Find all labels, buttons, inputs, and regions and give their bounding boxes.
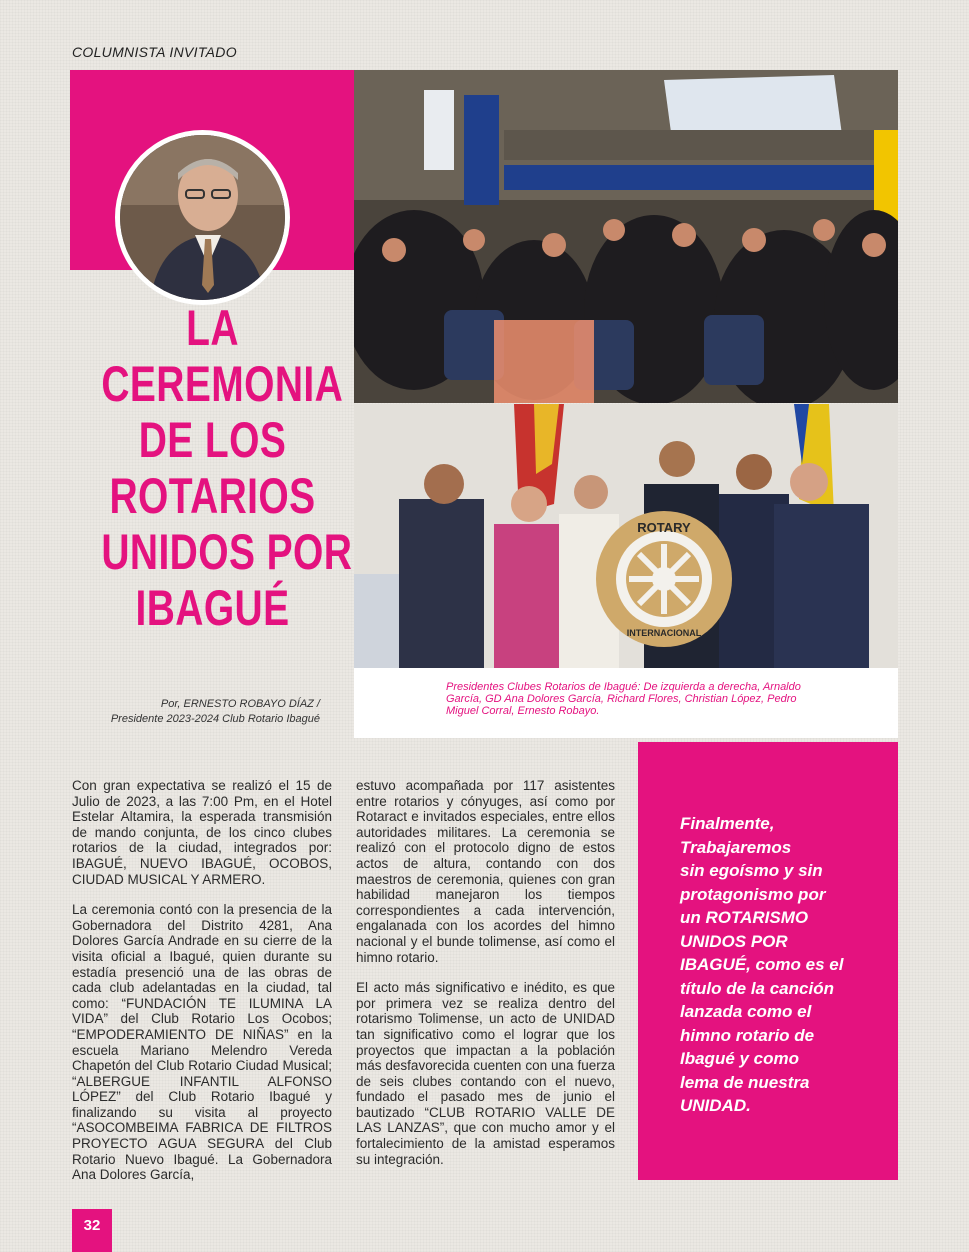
headline-line: UNIDOS POR <box>101 524 353 580</box>
quote-line: Finalmente, <box>680 814 775 833</box>
paragraph: El acto más significativo e inédito, es que por primera vez se realiza dentro del rotarismo Tolimense, un acto de UNIDAD tan significativo como el lograr que los proyectos que impactan a la población más desfavorecida cuenten con una fuerza de seis clubes contando con el nuevo, fundado el pasado mes de junio el bautizado “CLUB ROTARIO VALLE DE LAS LANZAS”, que con mucho amor y el fortalecimiento de la amistad esperamos su integración. <box>356 980 615 1167</box>
quote-line: UNIDAD. <box>680 1096 751 1115</box>
byline-author: Por, ERNESTO ROBAYO DÍAZ / <box>160 698 320 710</box>
quote-line: protagonismo por <box>680 884 826 904</box>
ceremony-audience-photo <box>354 70 898 403</box>
quote-line: título de la canción <box>680 978 834 998</box>
rotary-emblem <box>596 511 732 647</box>
article-column-2 <box>356 778 615 1182</box>
photo-caption: Presidentes Clubes Rotarios de Ibagué: De izquierda a derecha, Arnaldo García, GD Ana Dolores García, Richard Flores, Christian López, Pedro Miguel Corral, Ernesto Robayo. <box>446 681 801 717</box>
quote-line: Trabajaremos <box>680 837 792 857</box>
headline-line: IBAGUÉ <box>135 580 290 636</box>
author-portrait <box>115 130 290 305</box>
quote-line: IBAGUÉ, como es el <box>680 955 844 974</box>
emblem-text-bottom: INTERNACIONAL <box>626 628 702 638</box>
emblem-text-top: ROTARY <box>637 520 691 535</box>
quote-line: Ibagué y como <box>680 1049 800 1068</box>
page-number: 32 <box>83 1217 101 1234</box>
article-headline <box>101 300 353 636</box>
byline <box>70 697 320 727</box>
paragraph: La ceremonia contó con la presencia de la Gobernadora del Distrito 4281, Ana Dolores García Andrade en su cierre de la visita oficial a Ibagué, quien durante su estadía presenció una de las obras de cada club adelantadas en la ciudad, tal como: “FUNDACIÓN TE ILUMINA LA VIDA” del Club Rotario Los Ocobos; “EMPODERAMIENTO DE NIÑAS” en la escuela Mariano Melendro Vereda Chapetón del Club Rotario Ciudad Musical; “ALBERGUE INFANTIL ALFONSO LÓPEZ” del Club Rotario Ibagué y finalizando su visita al proyecto “ASOCOMBEIMA FABRICA DE FILTROS PROYECTO AGUA SEGURA del Club Rotario Nuevo Ibagué. La Gobernadora Ana Dolores García, <box>72 902 332 1183</box>
author-portrait-image <box>120 135 285 300</box>
paragraph: Con gran expectativa se realizó el 15 de Julio de 2023, a las 7:00 Pm, en el Hotel Estelar Altamira, la esperada transmisión de mando conjunta, de los cinco clubes rotarios de la ciudad, integrados por: IBAGUÉ, NUEVO IBAGUÉ, OCOBOS, CIUDAD MUSICAL Y ARMERO. <box>72 778 332 887</box>
paragraph: estuvo acompañada por 117 asistentes entre rotarios y cónyuges, así como por Rotaract e invitados especiales, entre ellos autoridades militares. La ceremonia se realizó con el protocolo digno de estos actos de altura, contando con dos maestros de ceremonia, quienes con gran habilidad manejaron los tiempos correspondientes a cada intervención, engalanada con los acordes del himno nacional y el bunde tolimense, así como el himno rotario. <box>356 778 615 965</box>
quote-line: lanzada como el <box>680 1002 812 1021</box>
quote-line: lema de nuestra <box>680 1072 810 1092</box>
headline-line: LA <box>186 300 239 356</box>
headline-line: ROTARIOS <box>109 468 316 524</box>
headline-line: CEREMONIA <box>101 356 344 412</box>
presidents-group-photo <box>354 404 898 668</box>
headline-line: DE LOS <box>138 412 287 468</box>
pull-quote <box>680 812 858 1118</box>
quote-line: UNIDOS POR <box>680 931 788 951</box>
quote-line: himno rotario de <box>680 1025 815 1045</box>
quote-line: un ROTARISMO <box>680 908 809 927</box>
quote-line: sin egoísmo y sin <box>680 861 823 880</box>
section-label: COLUMNISTA INVITADO <box>72 44 237 60</box>
byline-role: Presidente 2023-2024 Club Rotario Ibagué <box>110 713 320 725</box>
article-column-1 <box>72 778 332 1198</box>
